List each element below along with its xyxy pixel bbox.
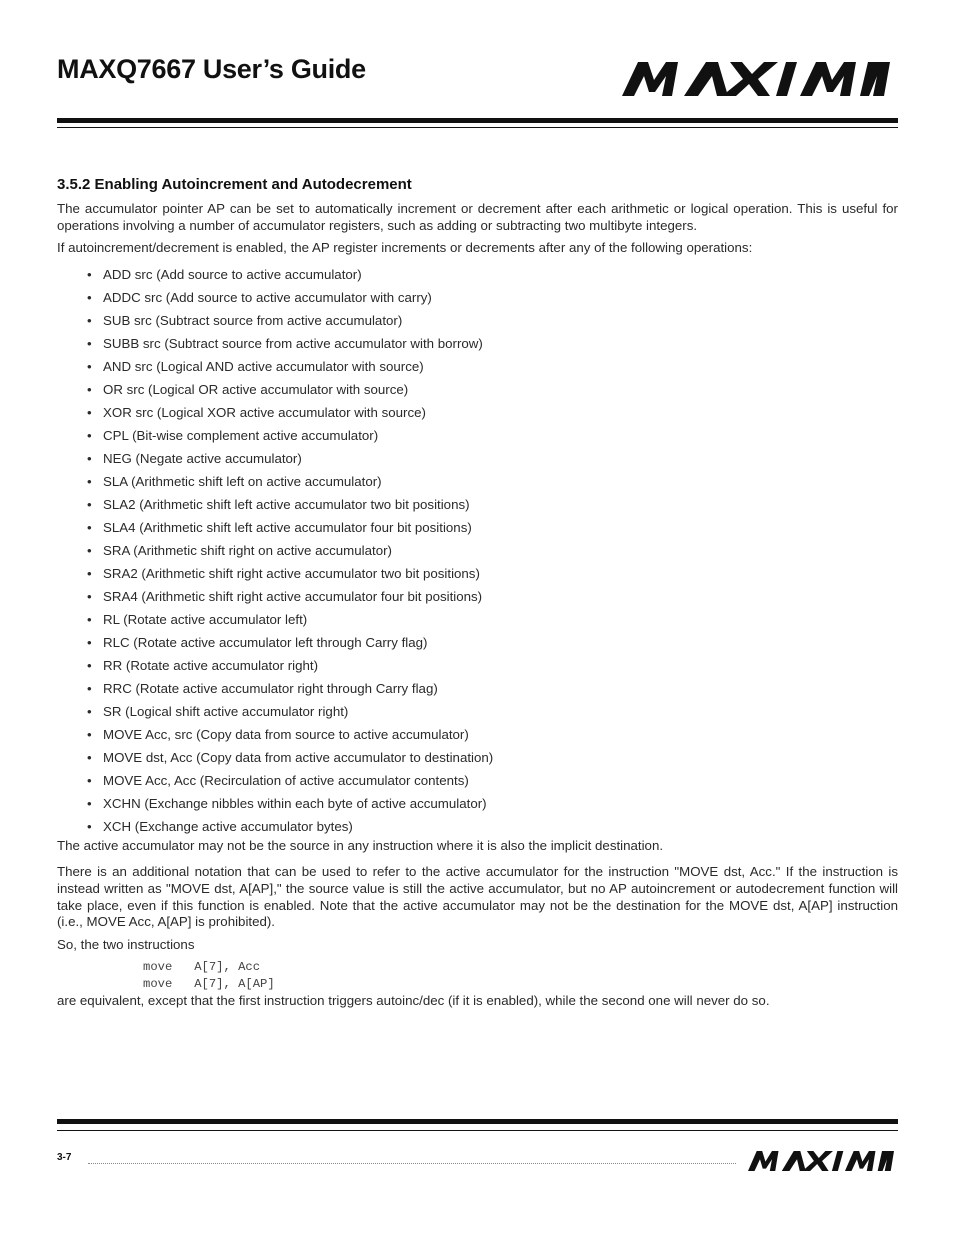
list-item [57, 769, 898, 792]
bullet-icon: • [87, 726, 92, 742]
code-line: move A[7], A[AP] [143, 977, 275, 992]
list-item-text: RR (Rotate active accumulator right) [103, 657, 319, 673]
list-item-text: ADD src (Add source to active accumulator) [103, 266, 362, 282]
header-rule-thin [57, 127, 898, 128]
list-item [57, 470, 898, 493]
bullet-icon: • [87, 749, 92, 765]
page-number: 3-7 [57, 1152, 72, 1163]
list-item [57, 608, 898, 631]
list-item [57, 309, 898, 332]
list-item [57, 424, 898, 447]
bullet-icon: • [87, 795, 92, 811]
list-item [57, 723, 898, 746]
list-item-text: MOVE Acc, Acc (Recirculation of active accumulator contents) [103, 772, 469, 788]
bullet-icon: • [87, 496, 92, 512]
list-item-text: SR (Logical shift active accumulator right) [103, 703, 349, 719]
list-item [57, 700, 898, 723]
main-content [57, 175, 898, 1016]
intro-paragraph: The accumulator pointer AP can be set to automatically increment or decrement after each arithmetic or logical operation. This is useful for operations involving a number of accumulator registers, such as adding or subtracting two multibyte integers. [57, 201, 898, 233]
list-item-text: OR src (Logical OR active accumulator with source) [103, 381, 409, 397]
list-item-text: SRA (Arithmetic shift right on active accumulator) [103, 542, 392, 558]
list-item [57, 815, 898, 838]
bullet-icon: • [87, 519, 92, 535]
list-item [57, 286, 898, 309]
bullet-icon: • [87, 565, 92, 581]
list-item [57, 631, 898, 654]
header-rule-thick [57, 118, 898, 123]
list-item-text: SLA2 (Arithmetic shift left active accumulator two bit positions) [103, 496, 470, 512]
bullet-icon: • [87, 450, 92, 466]
bullet-icon: • [87, 335, 92, 351]
list-item-text: SUB src (Subtract source from active accumulator) [103, 312, 403, 328]
list-item [57, 401, 898, 424]
bullet-icon: • [87, 588, 92, 604]
footer-leader-line [88, 1163, 736, 1164]
so-text: So, the two instructions [57, 936, 195, 952]
list-item-text: SLA4 (Arithmetic shift left active accumulator four bit positions) [103, 519, 472, 535]
operations-list [57, 263, 898, 838]
list-item-text: RRC (Rotate active accumulator right through Carry flag) [103, 680, 438, 696]
list-item [57, 746, 898, 769]
list-item-text: SRA2 (Arithmetic shift right active accumulator two bit positions) [103, 565, 480, 581]
list-item [57, 355, 898, 378]
list-item [57, 539, 898, 562]
maxim-logo-footer [748, 1151, 894, 1171]
list-intro-paragraph: If autoincrement/decrement is enabled, the AP register increments or decrements after any of the following operations: [57, 240, 753, 256]
list-item [57, 378, 898, 401]
footer-rule-thick [57, 1119, 898, 1124]
bullet-icon: • [87, 312, 92, 328]
list-item [57, 263, 898, 286]
bullet-icon: • [87, 634, 92, 650]
list-item [57, 585, 898, 608]
list-item [57, 516, 898, 539]
document-title: MAXQ7667 User’s Guide [57, 54, 366, 84]
footer-rule-thin [57, 1130, 898, 1131]
list-item [57, 493, 898, 516]
bullet-icon: • [87, 818, 92, 834]
list-item-text: XOR src (Logical XOR active accumulator with source) [103, 404, 426, 420]
bullet-icon: • [87, 404, 92, 420]
closing-paragraph: are equivalent, except that the first instruction triggers autoinc/dec (if it is enabled), while the second one will never do so. [57, 993, 770, 1009]
bullet-icon: • [87, 473, 92, 489]
list-item-text: SRA4 (Arithmetic shift right active accumulator four bit positions) [103, 588, 483, 604]
list-item [57, 562, 898, 585]
list-item-text: RL (Rotate active accumulator left) [103, 611, 308, 627]
section-heading: 3.5.2 Enabling Autoincrement and Autodecrement [57, 176, 412, 193]
list-item-text: SLA (Arithmetic shift left on active accumulator) [103, 473, 382, 489]
bullet-icon: • [87, 381, 92, 397]
code-line: move A[7], Acc [143, 960, 261, 975]
list-item [57, 654, 898, 677]
bullet-icon: • [87, 427, 92, 443]
list-item-text: NEG (Negate active accumulator) [103, 450, 302, 466]
list-item [57, 447, 898, 470]
list-item-text: CPL (Bit-wise complement active accumulator) [103, 427, 379, 443]
destination-note: The active accumulator may not be the source in any instruction where it is also the implicit destination. [57, 837, 664, 853]
list-item-text: ADDC src (Add source to active accumulator with carry) [103, 289, 432, 305]
list-item-text: SUBB src (Subtract source from active accumulator with borrow) [103, 335, 483, 351]
list-item [57, 792, 898, 815]
list-item-text: XCHN (Exchange nibbles within each byte of active accumulator) [103, 795, 487, 811]
list-item-text: MOVE Acc, src (Copy data from source to active accumulator) [103, 726, 469, 742]
notation-note: There is an additional notation that can be used to refer to the active accumulator for the instruction "MOVE dst, Acc." If the instruction is instead written as "MOVE dst, A[AP]," the source value is still the active accumulator, but no AP autoincrement or autodecrement function will take place, even if this function is enabled. Note that the active accumulator may not be the destination for the MOVE dst, A[AP] instruction (i.e., MOVE Acc, A[AP] is prohibited). [57, 864, 898, 930]
bullet-icon: • [87, 611, 92, 627]
list-item-text: RLC (Rotate active accumulator left through Carry flag) [103, 634, 428, 650]
bullet-icon: • [87, 266, 92, 282]
list-item [57, 677, 898, 700]
bullet-icon: • [87, 289, 92, 305]
maxim-logo [622, 62, 890, 96]
list-item-text: XCH (Exchange active accumulator bytes) [103, 818, 353, 834]
bullet-icon: • [87, 772, 92, 788]
bullet-icon: • [87, 657, 92, 673]
list-item-text: AND src (Logical AND active accumulator with source) [103, 358, 424, 374]
bullet-icon: • [87, 542, 92, 558]
bullet-icon: • [87, 358, 92, 374]
list-item-text: MOVE dst, Acc (Copy data from active accumulator to destination) [103, 749, 494, 765]
code-example [143, 959, 898, 993]
bullet-icon: • [87, 680, 92, 696]
list-item [57, 332, 898, 355]
bullet-icon: • [87, 703, 92, 719]
